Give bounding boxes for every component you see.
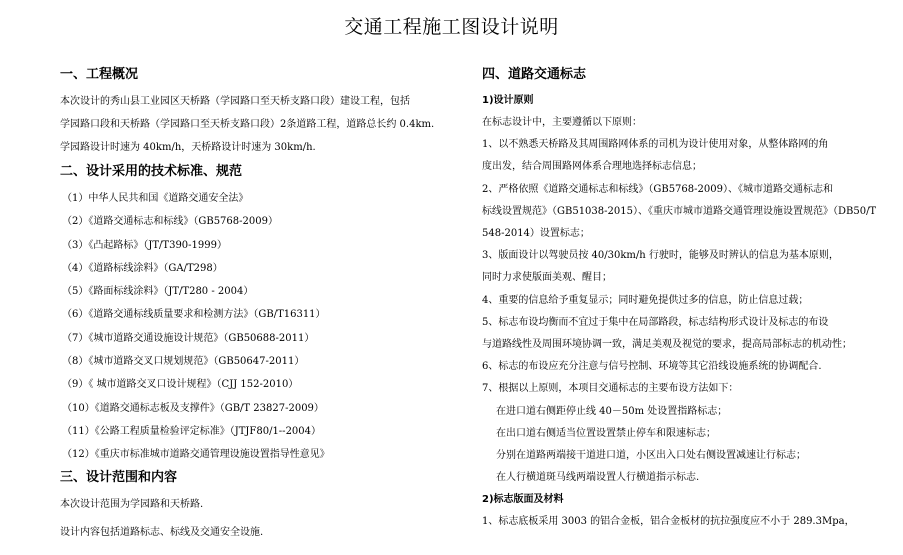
standard-item: （8）《城市道路交叉口规划规范》（GB50647-2011）	[62, 356, 305, 368]
materials-line: 1、标志底板采用 3003 的铝合金板，铝合金板材的抗拉强度应不小于 289.3Mpa，	[482, 516, 855, 528]
standard-item: （4）《道路标线涂料》（GA/T298）	[62, 262, 223, 274]
principle-line: 1、以不熟悉天桥路及其周围路网体系的司机为设计使用对象，从整体路网的角	[482, 139, 829, 151]
overview-line: 学园路口段和天桥路（学园路口至天桥支路口段）2条道路工程，道路总长约 0.4km.	[60, 119, 435, 130]
standard-item: （7）《城市道路交通设施设计规范》（GB50688-2011）	[62, 332, 315, 344]
standard-item: （10）《道路交通标志板及支撑件》（GB/T 23827-2009）	[62, 402, 324, 414]
right-column	[482, 58, 894, 534]
overview-line: 本次设计的秀山县工业园区天桥路（学园路口至天桥支路口段）建设工程，包括	[60, 96, 410, 107]
scope-line: 本次设计范围为学园路和天桥路.	[60, 498, 204, 510]
principle-line: 6、标志的布设应充分注意与信号控制、环境等其它沿线设施系统的协调配合.	[482, 361, 822, 373]
principle-line: 7、根据以上原则，本项目交通标志的主要布设方法如下：	[482, 383, 739, 395]
principle-line: 2、严格依照《道路交通标志和标线》（GB5768-2009）、《城市道路交通标志和	[482, 183, 833, 195]
section-heading-overview: 一、工程概况	[60, 67, 139, 82]
principle-line: 同时力求使版面美观、醒目；	[482, 272, 612, 284]
left-column	[60, 58, 445, 544]
subheading-design-principles: 1)设计原则	[482, 95, 534, 106]
principle-line: 标线设置规范》（GB51038-2015）、《重庆市城市道路交通管理设施设置规范》（DB50/T	[482, 205, 877, 217]
standard-item: （1）中华人民共和国《道路交通安全法》	[62, 193, 249, 204]
principle-line: 4、重要的信息给予重复显示；同时避免提供过多的信息，防止信息过载；	[482, 294, 809, 306]
principle-line: 548-2014）设置标志；	[482, 228, 590, 240]
section-heading-scope: 三、设计范围和内容	[60, 469, 178, 485]
principle-line: 5、标志布设均衡而不宜过于集中在局部路段，标志结构形式设计及标志的布设	[482, 316, 829, 328]
section-heading-traffic-signs: 四、道路交通标志	[482, 67, 587, 82]
standard-item: （9）《 城市道路交叉口设计规程》（CJJ 152-2010）	[62, 379, 299, 391]
standard-item: （6）《道路交通标线质量要求和检测方法》（GB/T16311）	[62, 309, 326, 321]
layout-method-line: 在人行横道斑马线两端设置人行横道指示标志.	[496, 472, 700, 484]
section-heading-standards: 二、设计采用的技术标准、规范	[60, 164, 243, 179]
principle-line: 3、版面设计以驾驶员按 40/30km/h 行驶时，能够及时辨认的信息为基本原则，	[482, 250, 839, 262]
subheading-sign-panels-materials: 2)标志版面及材料	[482, 494, 564, 506]
overview-line: 学园路设计时速为 40km/h，天桥路设计时速为 30km/h.	[60, 142, 316, 153]
layout-method-line: 在进口道右侧距停止线 40－50m 处设置指路标志；	[496, 405, 728, 417]
scope-line: 设计内容包括道路标志、标线及交通安全设施.	[60, 526, 264, 538]
standard-item: （12）《重庆市标准城市道路交通管理设施设置指导性意见》	[62, 449, 330, 461]
layout-method-line: 分别在道路两端接干道进口道，小区出入口处右侧设置减速让行标志；	[496, 450, 806, 462]
principle-line: 度出发，结合周围路网体系合理地选择标志信息；	[482, 161, 702, 173]
layout-method-line: 在出口道右侧适当位置设置禁止停车和限速标志；	[496, 427, 716, 439]
principle-line: 与道路线性及周围环境协调一致，满足美观及视觉的要求，提高局部标志的机动性；	[482, 339, 852, 351]
standard-item: （5）《路面标线涂料》（JT/T280 - 2004）	[62, 286, 254, 298]
page-title: 交通工程施工图设计说明	[344, 16, 559, 38]
standard-item: （2）《道路交通标志和标线》（GB5768-2009）	[62, 216, 278, 228]
principle-line: 在标志设计中，主要遵循以下原则：	[482, 117, 642, 128]
standard-item: （3）《凸起路标》（JT/T390-1999）	[62, 239, 227, 251]
standard-item: （11）《公路工程质量检验评定标准》（JTJF80/1--2004）	[62, 425, 322, 437]
